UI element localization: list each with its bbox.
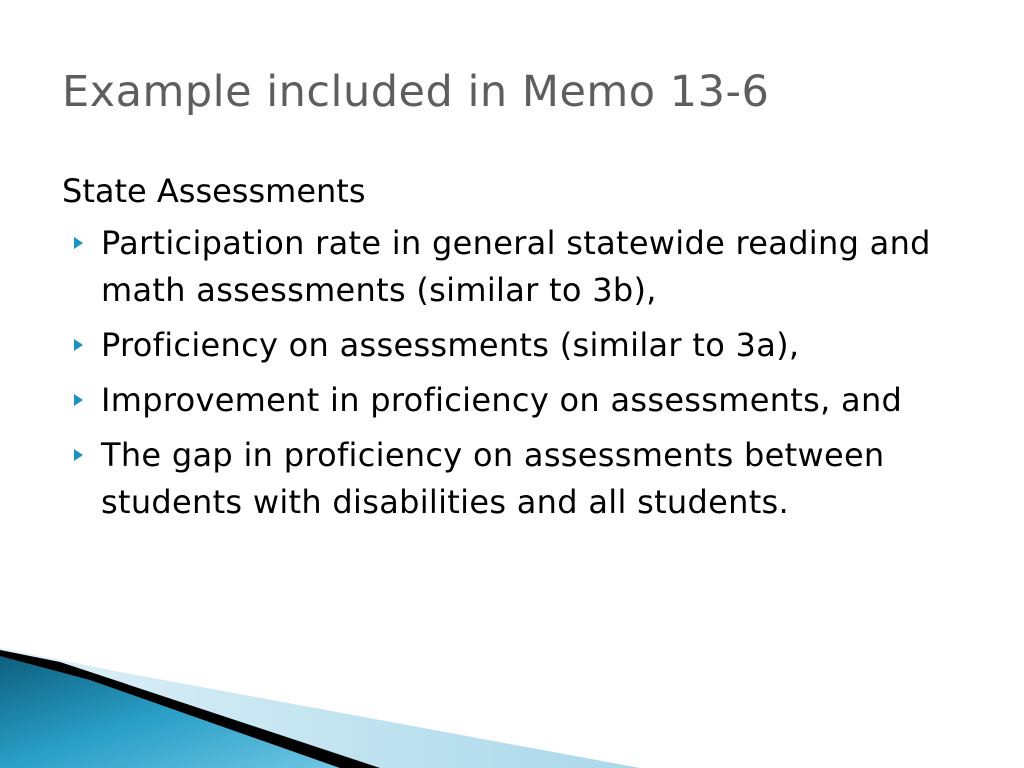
bullet-text: Proficiency on assessments (similar to 3a), — [101, 326, 800, 364]
slide-title: Example included in Memo 13-6 — [62, 67, 770, 117]
list-item — [74, 220, 954, 314]
bullet-list — [74, 220, 954, 534]
triangle-right-icon — [74, 339, 83, 351]
bullet-text: Participation rate in general statewide reading and math assessments (similar to 3b), — [101, 224, 931, 309]
triangle-right-icon — [74, 237, 83, 249]
triangle-right-icon — [74, 394, 83, 406]
list-item — [74, 322, 954, 369]
section-heading: State Assessments — [62, 172, 366, 210]
bullet-text: The gap in proficiency on assessments between students with disabilities and all students. — [101, 436, 885, 521]
bullet-text: Improvement in proficiency on assessments, and — [101, 381, 903, 419]
list-item — [74, 377, 954, 424]
list-item — [74, 432, 954, 526]
triangle-right-icon — [74, 449, 83, 461]
